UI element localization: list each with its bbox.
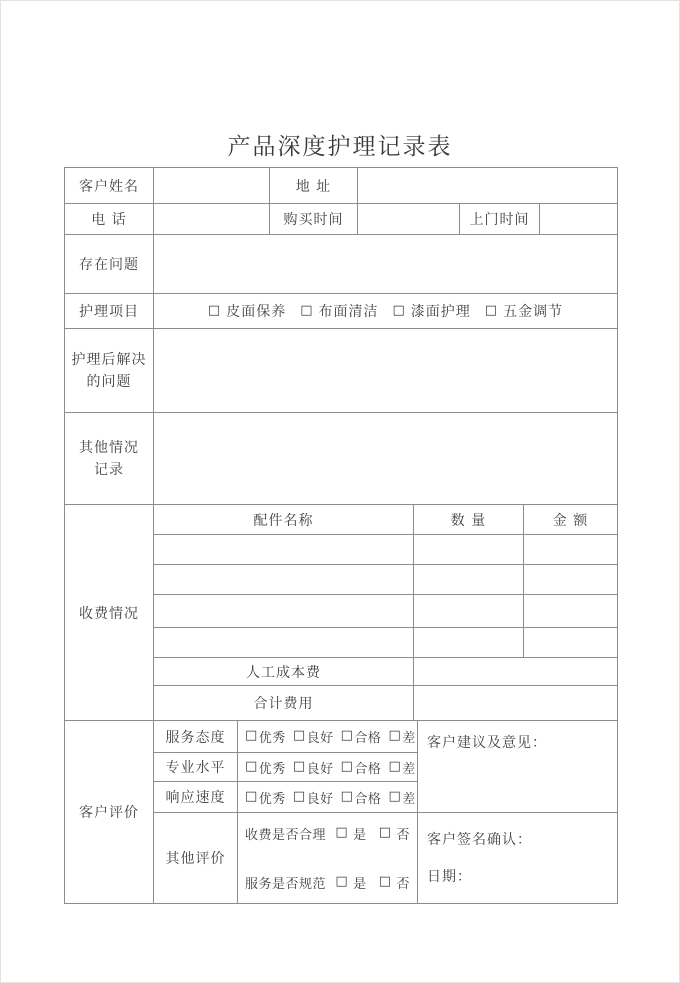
checkbox-icon: □ (340, 728, 354, 743)
fees-col-part-header: 配件名称 (154, 505, 414, 535)
customer-suggestion-label: 客户建议及意见： (427, 735, 547, 751)
checkbox-icon: □ (388, 758, 402, 774)
fee-row-1-part-field[interactable] (154, 535, 414, 565)
phone-label: 电 话 (65, 204, 154, 235)
other-notes-field[interactable] (154, 413, 617, 505)
checkbox-icon: □ (392, 302, 406, 318)
checkbox-service-standard-yes[interactable] (335, 873, 366, 892)
fee-row-4-amount-field[interactable] (524, 628, 617, 658)
other-evaluation-options (238, 813, 418, 903)
evaluation-section-label: 客户评价 (65, 721, 154, 903)
other-evaluation-label: 其他评价 (154, 813, 238, 903)
checkbox-fee-reasonable-no[interactable] (379, 824, 410, 843)
checkbox-response-speed-poor[interactable] (388, 788, 415, 807)
solved-problems-label (65, 329, 154, 413)
fee-row-1-qty-field[interactable] (414, 535, 524, 565)
fee-row-1-amount-field[interactable] (524, 535, 617, 565)
other-notes-label (65, 413, 154, 505)
checkbox-fee-reasonable-yes[interactable] (335, 824, 366, 843)
checkbox-icon: □ (245, 788, 258, 804)
solved-problems-label-line1: 护理后解决 (71, 351, 147, 368)
checkbox-icon: □ (292, 728, 306, 743)
option-label: 优秀 (258, 761, 286, 777)
address-label: 地 址 (270, 168, 358, 204)
checkbox-service-attitude-poor[interactable] (388, 727, 415, 746)
checkbox-response-speed-excellent[interactable] (245, 788, 286, 807)
visit-time-label: 上门时间 (460, 204, 540, 235)
option-label: 漆面护理 (410, 304, 471, 320)
fee-row-2-part-field[interactable] (154, 565, 414, 595)
other-notes-label-line1: 其他情况 (79, 439, 139, 456)
option-label: 五金调节 (503, 304, 564, 320)
checkbox-option-hardware-adjust[interactable] (485, 301, 563, 321)
customer-signature-field[interactable] (418, 813, 617, 903)
option-label: 否 (396, 828, 410, 843)
customer-name-field[interactable] (154, 168, 270, 204)
solved-problems-label-line2: 的问题 (86, 373, 132, 390)
form-title: 产品深度护理记录表 (227, 134, 453, 160)
checkbox-service-attitude-excellent[interactable] (245, 727, 286, 746)
fees-col-qty-header: 数 量 (414, 505, 524, 535)
fee-row-4-qty-field[interactable] (414, 628, 524, 658)
care-items-label: 护理项目 (65, 294, 154, 329)
address-field[interactable] (358, 168, 617, 204)
other-notes-label-line2: 记录 (94, 461, 124, 478)
customer-name-label: 客户姓名 (65, 168, 154, 204)
service-standard-line (245, 873, 410, 892)
checkbox-professional-level-poor[interactable] (388, 758, 415, 777)
checkbox-icon: □ (245, 758, 258, 774)
customer-signature-label: 客户签名确认： (427, 832, 532, 848)
fees-section-label: 收费情况 (65, 505, 154, 721)
existing-problems-label: 存在问题 (65, 235, 154, 294)
fees-col-amount-header: 金 额 (524, 505, 617, 535)
checkbox-response-speed-pass[interactable] (341, 788, 382, 807)
checkbox-icon: □ (245, 728, 258, 743)
checkbox-icon: □ (388, 788, 402, 804)
option-label: 良好 (306, 791, 334, 807)
checkbox-icon: □ (335, 874, 349, 889)
checkbox-icon: □ (207, 302, 222, 318)
fee-reasonable-choices (335, 824, 410, 843)
record-form-table (64, 167, 618, 904)
labor-cost-field[interactable] (414, 658, 617, 686)
criterion-service-attitude-label: 服务态度 (154, 721, 238, 753)
total-cost-field[interactable] (414, 686, 617, 721)
option-label: 差 (402, 791, 416, 807)
checkbox-service-standard-no[interactable] (379, 873, 410, 892)
option-label: 是 (353, 828, 367, 843)
checkbox-service-attitude-good[interactable] (293, 727, 334, 746)
option-label: 差 (402, 761, 416, 777)
option-label: 差 (402, 731, 416, 746)
criterion-response-speed-label: 响应速度 (154, 782, 238, 813)
option-label: 否 (396, 877, 410, 892)
option-label: 优秀 (258, 791, 286, 807)
visit-time-field[interactable] (540, 204, 617, 235)
checkbox-icon: □ (378, 874, 392, 889)
checkbox-icon: □ (340, 758, 354, 774)
checkbox-icon: □ (340, 788, 354, 804)
fee-reasonable-question: 收费是否合理 (245, 828, 327, 843)
fee-reasonable-line (245, 824, 410, 843)
checkbox-service-attitude-pass[interactable] (341, 727, 382, 746)
option-label: 合格 (354, 791, 382, 807)
checkbox-professional-level-pass[interactable] (341, 758, 382, 777)
option-label: 合格 (354, 731, 382, 746)
checkbox-icon: □ (292, 758, 306, 774)
checkbox-professional-level-excellent[interactable] (245, 758, 286, 777)
fee-row-3-qty-field[interactable] (414, 595, 524, 628)
checkbox-icon: □ (335, 825, 349, 840)
total-cost-label: 合计费用 (154, 686, 414, 721)
fee-row-2-qty-field[interactable] (414, 565, 524, 595)
response-speed-rating-options (238, 782, 418, 813)
option-label: 布面清洁 (318, 304, 379, 320)
phone-field[interactable] (154, 204, 270, 235)
checkbox-icon: □ (484, 302, 499, 318)
purchase-time-field[interactable] (358, 204, 460, 235)
fee-row-3-part-field[interactable] (154, 595, 414, 628)
checkbox-response-speed-good[interactable] (293, 788, 334, 807)
service-standard-question: 服务是否规范 (245, 877, 327, 892)
option-label: 皮面保养 (226, 304, 287, 320)
checkbox-icon: □ (292, 788, 306, 804)
checkbox-icon: □ (388, 728, 402, 743)
checkbox-icon: □ (378, 825, 392, 840)
option-label: 优秀 (258, 731, 286, 746)
checkbox-icon: □ (300, 302, 314, 318)
option-label: 良好 (306, 761, 334, 777)
purchase-time-label: 购买时间 (270, 204, 358, 235)
professional-level-rating-options (238, 753, 418, 782)
existing-problems-field[interactable] (154, 235, 617, 294)
checkbox-option-fabric-clean[interactable] (300, 301, 378, 321)
date-label: 日期： (427, 869, 472, 885)
service-attitude-rating-options (238, 721, 418, 753)
care-items-options (154, 294, 617, 329)
option-label: 是 (353, 877, 367, 892)
fee-row-3-amount-field[interactable] (524, 595, 617, 628)
fee-row-2-amount-field[interactable] (524, 565, 617, 595)
labor-cost-label: 人工成本费 (154, 658, 414, 686)
checkbox-option-paint-care[interactable] (393, 301, 471, 321)
checkbox-professional-level-good[interactable] (293, 758, 334, 777)
service-standard-choices (335, 873, 410, 892)
option-label: 合格 (354, 761, 382, 777)
fee-row-4-part-field[interactable] (154, 628, 414, 658)
solved-problems-field[interactable] (154, 329, 617, 413)
checkbox-option-leather-care[interactable] (208, 301, 286, 321)
option-label: 良好 (306, 731, 334, 746)
customer-suggestion-field[interactable] (418, 721, 617, 813)
criterion-professional-level-label: 专业水平 (154, 753, 238, 782)
